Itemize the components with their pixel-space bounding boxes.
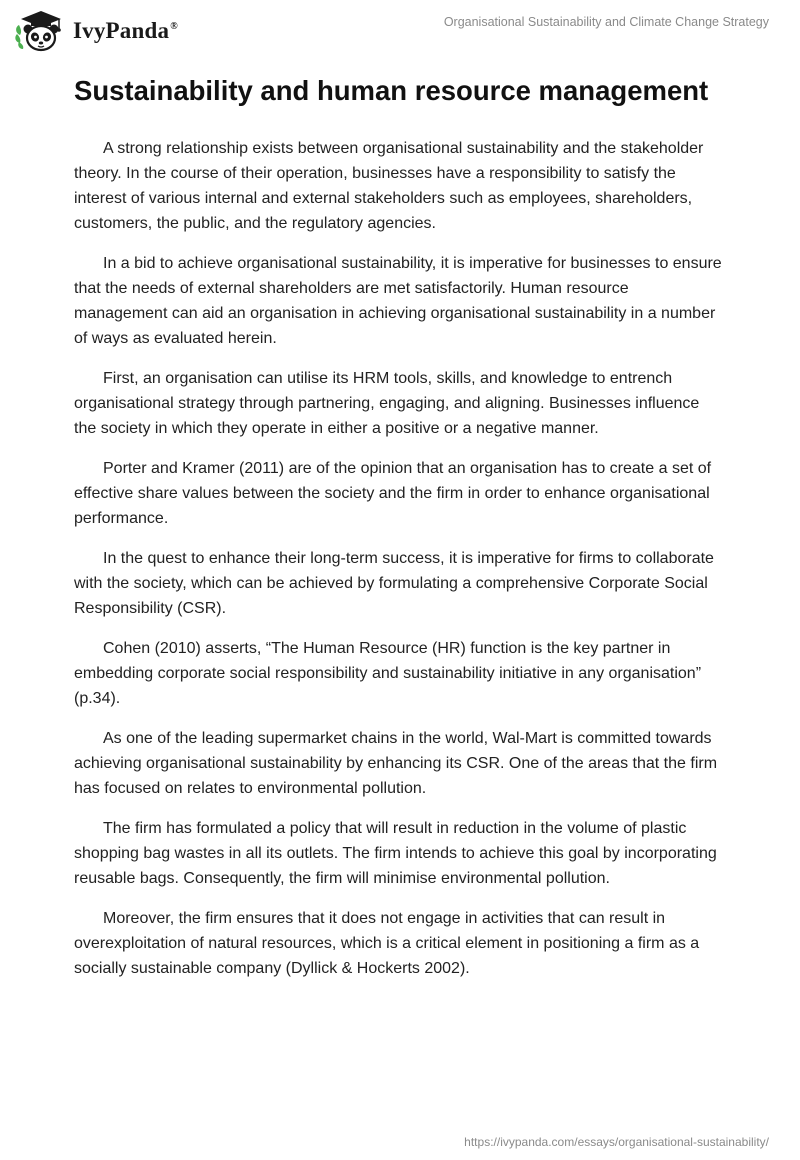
paragraph: In the quest to enhance their long-term success, it is imperative for firms to collaborate with the society, which can be achieved by formulating a comprehensive Corporate Social Responsibility (CSR). — [74, 550, 714, 617]
article-heading: Sustainability and human resource management — [74, 75, 709, 106]
ivypanda-logo[interactable] — [14, 9, 178, 53]
paragraph: First, an organisation can utilise its HRM tools, skills, and knowledge to entrench organisational strategy through partnering, engaging, and aligning. Businesses influence the society in which they operate in either a positive or a negative manner. — [74, 370, 700, 437]
paragraph: The firm has formulated a policy that will result in reduction in the volume of plastic shopping bag wastes in all its outlets. The firm intends to achieve this goal by incorporating reusable bags. Consequently, the firm will minimise environmental pollution. — [74, 820, 717, 887]
source-url-link[interactable]: https://ivypanda.com/essays/organisational-sustainability/ — [464, 1135, 769, 1149]
paragraph: A strong relationship exists between organisational sustainability and the stakeholder theory. In the course of their operation, businesses have a responsibility to satisfy the interest of various internal and external stakeholders such as employees, shareholders, customers, the public, and the regulatory agencies. — [74, 140, 704, 232]
panda-graduate-icon — [14, 9, 68, 53]
paragraph: Cohen (2010) asserts, “The Human Resource (HR) function is the key partner in embedding corporate social responsibility and sustainability initiative in any organisation” (p.34). — [74, 640, 702, 707]
paragraph: Moreover, the firm ensures that it does not engage in activities that can result in overexploitation of natural resources, which is a critical element in positioning a firm as a socially sustainable company (Dyllick & Hockerts 2002). — [74, 910, 700, 977]
paragraph: Porter and Kramer (2011) are of the opinion that an organisation has to create a set of effective share values between the society and the firm in order to enhance organisational performance. — [74, 460, 712, 527]
paragraph: As one of the leading supermarket chains in the world, Wal-Mart is committed towards achieving organisational sustainability by enhancing its CSR. One of the areas that the firm has focused on relates to environmental pollution. — [74, 730, 718, 797]
paragraph: In a bid to achieve organisational sustainability, it is imperative for businesses to ensure that the needs of external shareholders are met satisfactorily. Human resource management can aid an organisation in achieving organisational sustainability in a number of ways as evaluated herein. — [74, 255, 722, 347]
article-body — [74, 72, 724, 996]
document-title: Organisational Sustainability and Climate Change Strategy — [443, 15, 769, 29]
page-header — [0, 0, 800, 66]
brand-name: IvyPanda® — [73, 18, 178, 43]
